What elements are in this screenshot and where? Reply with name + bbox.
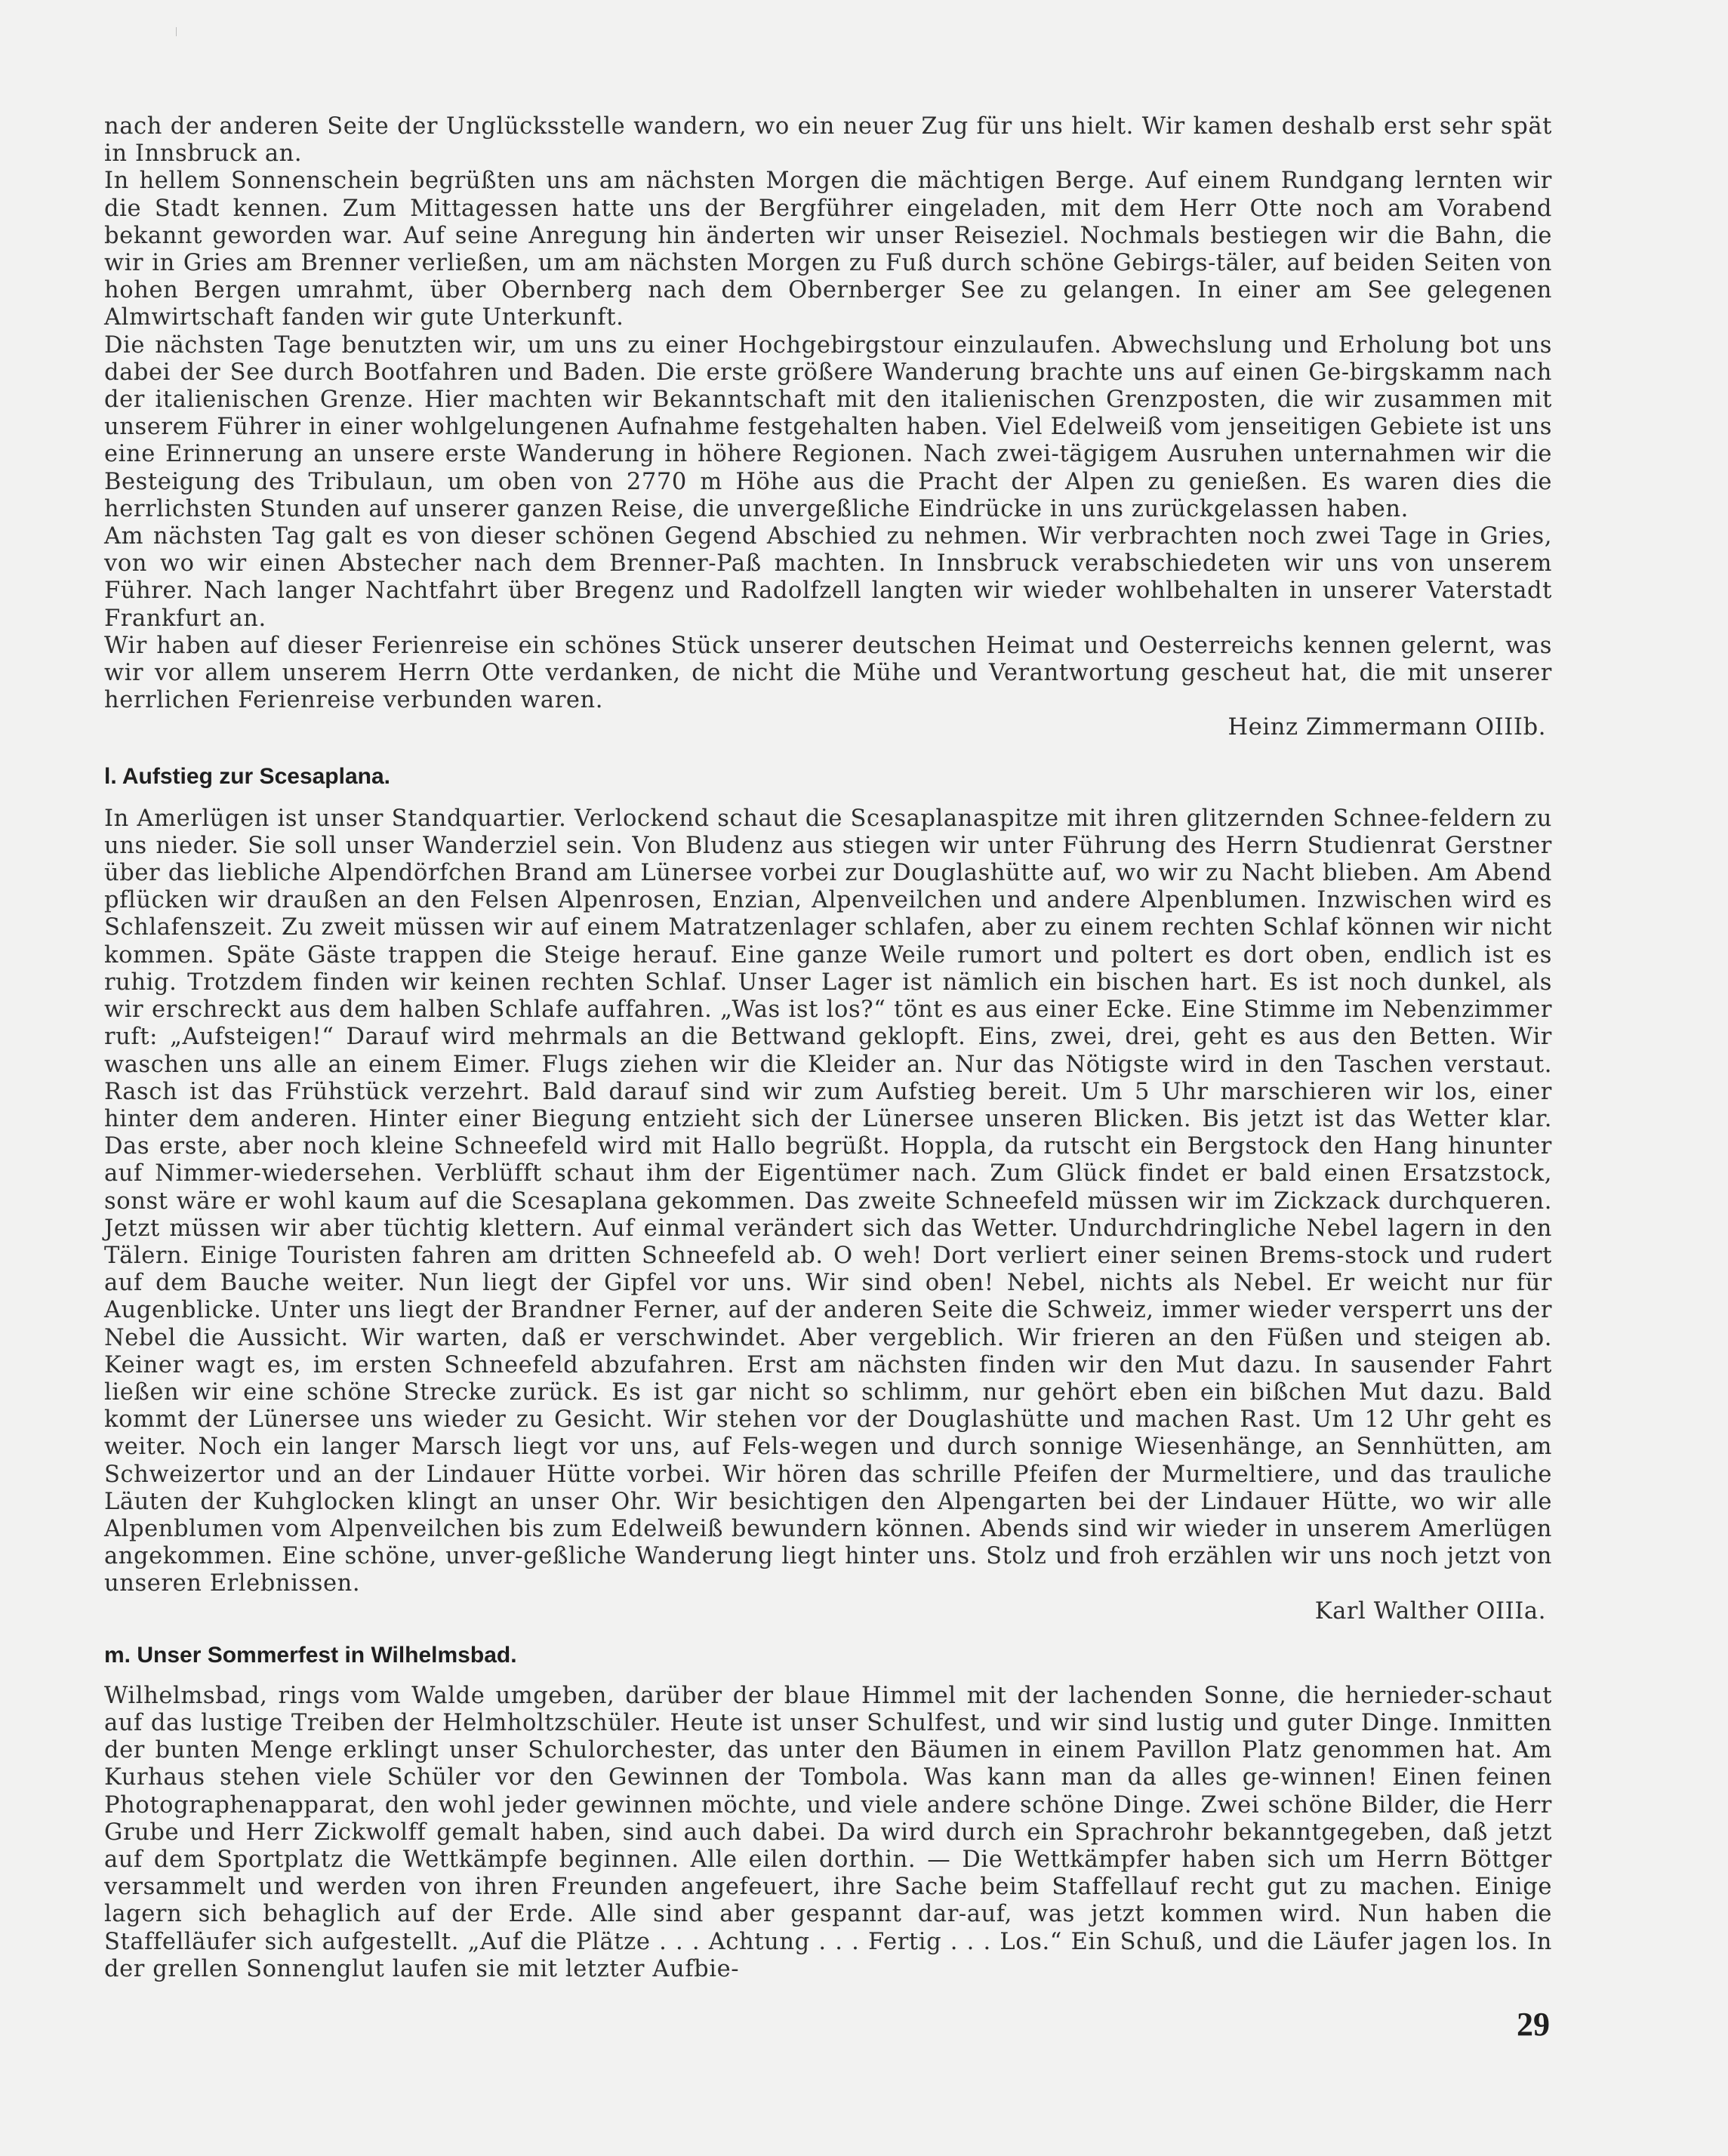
paragraph: In hellem Sonnenschein begrüßten uns am nächsten Morgen die mächtigen Berge. Auf einem Rundgang lernten wir die Stadt kennen. Zum Mittagessen hatte uns der Bergführer eingeladen, mit dem Herr Otte noch am Vorabend bekannt geworden war. Auf seine Anregung hin änderten wir unser Reiseziel. Nochmals bestiegen wir die Bahn, die wir in Gries am Brenner verließen, um am nächsten Morgen zu Fuß durch schöne Gebirgs-täler, auf beiden Seiten von hohen Bergen umrahmt, über Obernberg nach dem Obernberger See zu gelangen. In einer am See gelegenen Almwirtschaft fanden wir gute Unterkunft.	[104, 168, 1552, 331]
page-number: 29	[1517, 2006, 1550, 2043]
article-ferienreise	[104, 113, 1552, 742]
paragraph: Am nächsten Tag galt es von dieser schönen Gegend Abschied zu nehmen. Wir verbrachten noch zwei Tage in Gries, von wo wir einen Abstecher nach dem Brenner-Paß machten. In Innsbruck verabschiedeten wir uns von unserem Führer. Nach langer Nachtfahrt über Bregenz und Radolfzell langten wir wieder wohlbehalten in unserer Vaterstadt Frankfurt an.	[104, 523, 1552, 632]
article-scesaplana	[104, 763, 1552, 1625]
section-heading: l. Aufstieg zur Scesaplana.	[104, 763, 390, 789]
paragraph: In Amerlügen ist unser Standquartier. Verlockend schaut die Scesaplanaspitze mit ihren glitzernden Schnee-feldern zu uns nieder. Sie soll unser Wanderziel sein. Von Bludenz aus stiegen wir unter Führung des Herrn Studienrat Gerstner über das liebliche Alpendörfchen Brand am Lünersee vorbei zur Douglashütte auf, wo wir zu Nacht blieben. Am Abend pflücken wir draußen an den Felsen Alpenrosen, Enzian, Alpenveilchen und andere Alpenblumen. Inzwischen wird es Schlafenszeit. Zu zweit müssen wir auf einem Matratzenlager schlafen, aber zu einem rechten Schlaf können wir nicht kommen. Späte Gäste trappen die Steige herauf. Eine ganze Weile rumort und poltert es dort oben, endlich ist es ruhig. Trotzdem finden wir keinen rechten Schlaf. Unser Lager ist nämlich ein bischen hart. Es ist noch dunkel, als wir erschreckt aus dem halben Schlafe auffahren. „Was ist los?“ tönt es aus einer Ecke. Eine Stimme im Nebenzimmer ruft: „Aufsteigen!“ Darauf wird mehrmals an die Bettwand geklopft. Eins, zwei, drei, geht es aus den Betten. Wir waschen uns alle an einem Eimer. Flugs ziehen wir die Kleider an. Nur das Nötigste wird in den Taschen verstaut. Rasch ist das Frühstück verzehrt. Bald darauf sind wir zum Aufstieg bereit. Um 5 Uhr marschieren wir los, einer hinter dem anderen. Hinter einer Biegung entzieht sich der Lünersee unseren Blicken. Bis jetzt ist das Wetter klar. Das erste, aber noch kleine Schneefeld wird mit Hallo begrüßt. Hoppla, da rutscht ein Bergstock den Hang hinunter auf Nimmer-wiedersehen. Verblüfft schaut ihm der Eigentümer nach. Zum Glück findet er bald einen Ersatzstock, sonst wäre er wohl kaum auf die Scesaplana gekommen. Das zweite Schneefeld müssen wir im Zickzack durchqueren. Jetzt müssen wir aber tüchtig klettern. Auf einmal verändert sich das Wetter. Undurchdringliche Nebel lagern in den Tälern. Einige Touristen fahren am dritten Schneefeld ab. O weh! Dort verliert einer seinen Brems-stock und rudert auf dem Bauche weiter. Nun liegt der Gipfel vor uns. Wir sind oben! Nebel, nichts als Nebel. Er weicht nur für Augenblicke. Unter uns liegt der Brandner Ferner, auf der anderen Seite die Schweiz, immer wieder versperrt uns der Nebel die Aussicht. Wir warten, daß er verschwindet. Aber vergeblich. Wir frieren an den Füßen und steigen ab. Keiner wagt es, im ersten Schneefeld abzufahren. Erst am nächsten finden wir den Mut dazu. In sausender Fahrt ließen wir eine schöne Strecke zurück. Es ist gar nicht so schlimm, nur gehört eben ein bißchen Mut dazu. Bald kommt der Lünersee uns wieder zu Gesicht. Wir stehen vor der Douglashütte und machen Rast. Um 12 Uhr geht es weiter. Noch ein langer Marsch liegt vor uns, auf Fels-wegen und durch sonnige Wiesenhänge, an Sennhütten, am Schweizertor und an der Lindauer Hütte vorbei. Wir hören das schrille Pfeifen der Murmeltiere, und das trauliche Läuten der Kuhglocken klingt an unser Ohr. Wir besichtigen den Alpengarten bei der Lindauer Hütte, wo wir alle Alpenblumen vom Alpenveilchen bis zum Edelweiß bewundern können. Abends sind wir wieder in unserem Amerlügen angekommen. Eine schöne, unver-geßliche Wanderung liegt hinter uns. Stolz und froh erzählen wir uns noch jetzt von unseren Erlebnissen.	[104, 805, 1552, 1597]
paragraph: Wilhelmsbad, rings vom Walde umgeben, darüber der blaue Himmel mit der lachenden Sonne, die hernieder-schaut auf das lustige Treiben der Helmholtzschüler. Heute ist unser Schulfest, und wir sind lustig und guter Dinge. Inmitten der bunten Menge erklingt unser Schulorchester, das unter den Bäumen in einem Pavillon Platz genommen hat. Am Kurhaus stehen viele Schüler vor den Gewinnen der Tombola. Was kann man da alles ge-winnen! Einen feinen Photographenapparat, den wohl jeder gewinnen möchte, und viele andere schöne Dinge. Zwei schöne Bilder, die Herr Grube und Herr Zickwolff gemalt haben, sind auch dabei. Da wird durch ein Sprachrohr bekanntgegeben, daß jetzt auf dem Sportplatz die Wettkämpfe beginnen. Alle eilen dorthin. — Die Wettkämpfer haben sich um Herrn Böttger versammelt und werden von ihren Freunden angefeuert, ihre Sache beim Staffellauf recht gut zu machen. Einige lagern sich behaglich auf der Erde. Alle sind aber gespannt dar-auf, was jetzt kommen wird. Nun haben die Staffelläufer sich aufgestellt. „Auf die Plätze . . . Achtung . . . Fertig . . . Los.“ Ein Schuß, und die Läufer jagen los. In der grellen Sonnenglut laufen sie mit letzter Aufbie-	[104, 1682, 1552, 1982]
paragraph: Wir haben auf dieser Ferienreise ein schönes Stück unserer deutschen Heimat und Oesterreichs kennen gelernt, was wir vor allem unserem Herrn Otte verdanken, de nicht die Mühe und Verantwortung gescheut hat, die mit unserer herrlichen Ferienreise verbunden waren.	[104, 632, 1552, 714]
scan-mark	[176, 27, 177, 36]
paragraph: nach der anderen Seite der Unglücksstelle wandern, wo ein neuer Zug für uns hielt. Wir kamen deshalb erst sehr spät in Innsbruck an.	[104, 113, 1552, 168]
author-signature: Karl Walther OIIIa.	[1314, 1597, 1546, 1625]
page-content	[104, 113, 1552, 1983]
article-sommerfest	[104, 1642, 1552, 1983]
author-signature: Heinz Zimmermann OIIIb.	[1227, 714, 1546, 741]
section-heading: m. Unser Sommerfest in Wilhelmsbad.	[104, 1642, 517, 1668]
paragraph: Die nächsten Tage benutzten wir, um uns zu einer Hochgebirgstour einzulaufen. Abwechslung und Erholung bot uns dabei der See durch Bootfahren und Baden. Die erste größere Wanderung brachte uns auf einen Ge-birgskamm nach der italienischen Grenze. Hier machten wir Bekanntschaft mit den italienischen Grenzposten, die wir zusammen mit unserem Führer in einer wohlgelungenen Aufnahme festgehalten haben. Viel Edelweiß vom jenseitigen Gebiete ist uns eine Erinnerung an unsere erste Wanderung in höhere Regionen. Nach zwei-tägigem Ausruhen unternahmen wir die Besteigung des Tribulaun, um oben von 2770 m Höhe aus die Pracht der Alpen zu genießen. Es waren dies die herrlichsten Stunden auf unserer ganzen Reise, die unvergeßliche Eindrücke in uns zurückgelassen haben.	[104, 331, 1552, 522]
